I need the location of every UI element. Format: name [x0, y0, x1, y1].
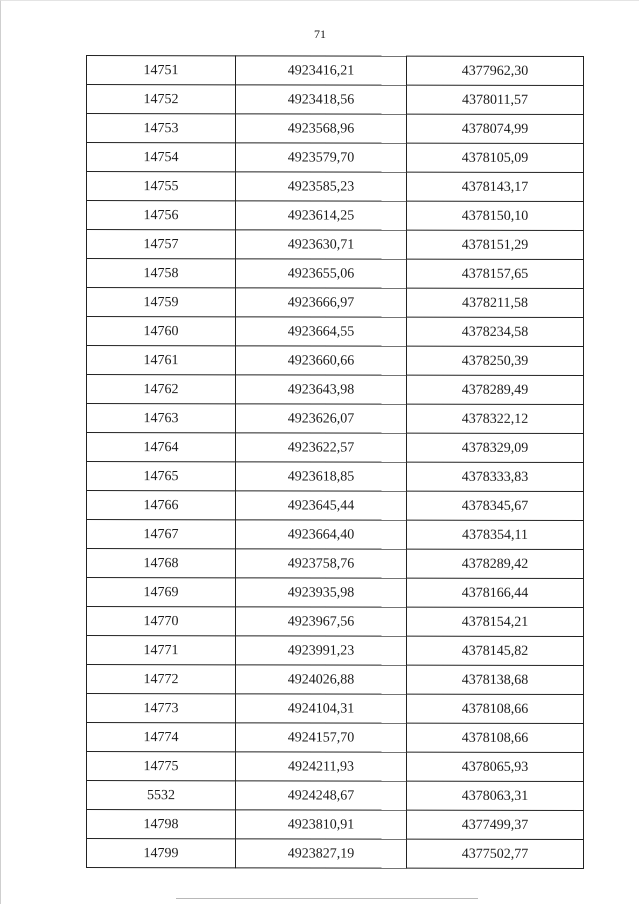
y-coordinate-cell: 4378074,99: [407, 114, 584, 143]
x-coordinate-cell: 4923664,40: [236, 520, 407, 549]
y-coordinate-cell: 4378143,17: [407, 172, 584, 201]
x-coordinate-cell: 4923655,06: [236, 259, 407, 288]
y-coordinate-cell: 4377962,30: [407, 56, 584, 85]
table-row: [87, 143, 584, 173]
point-number-cell: 14754: [87, 143, 236, 172]
x-coordinate-cell: 4923664,55: [236, 317, 407, 346]
x-coordinate-cell: 4923827,19: [236, 839, 407, 868]
y-coordinate-cell: 4378108,66: [407, 723, 584, 752]
table-row: [87, 665, 584, 695]
y-coordinate-cell: 4378329,09: [407, 433, 584, 462]
point-number-cell: 14757: [87, 230, 236, 259]
point-number-cell: 14773: [87, 694, 236, 723]
table-row: [87, 810, 584, 840]
y-coordinate-cell: 4378150,10: [407, 201, 584, 230]
x-coordinate-cell: 4923991,23: [236, 636, 407, 665]
point-number-cell: 14771: [87, 636, 236, 665]
x-coordinate-cell: 4924026,88: [236, 665, 407, 694]
point-number-cell: 14769: [87, 578, 236, 607]
x-coordinate-cell: 4923418,56: [236, 85, 407, 114]
point-number-cell: 14762: [87, 375, 236, 404]
table-row: [87, 520, 584, 550]
table-row: [87, 201, 584, 231]
y-coordinate-cell: 4378322,12: [407, 404, 584, 433]
table-row: [87, 462, 584, 492]
x-coordinate-cell: 4923660,66: [236, 346, 407, 375]
x-coordinate-cell: 4923630,71: [236, 230, 407, 259]
x-coordinate-cell: 4923416,21: [236, 56, 407, 85]
table-row: [87, 172, 584, 202]
point-number-cell: 14756: [87, 201, 236, 230]
x-coordinate-cell: 4923643,98: [236, 375, 407, 404]
y-coordinate-cell: 4378250,39: [407, 346, 584, 375]
point-number-cell: 14798: [87, 810, 236, 839]
y-coordinate-cell: 4378105,09: [407, 143, 584, 172]
x-coordinate-cell: 4923585,23: [236, 172, 407, 201]
x-coordinate-cell: 4923645,44: [236, 491, 407, 520]
x-coordinate-cell: 4923622,57: [236, 433, 407, 462]
table-row: [87, 346, 584, 376]
point-number-cell: 14775: [87, 752, 236, 781]
x-coordinate-cell: 4924211,93: [236, 752, 407, 781]
x-coordinate-cell: 4923614,25: [236, 201, 407, 230]
x-coordinate-cell: 4924248,67: [236, 781, 407, 810]
point-number-cell: 5532: [87, 781, 236, 810]
point-number-cell: 14772: [87, 665, 236, 694]
point-number-cell: 14763: [87, 404, 236, 433]
table-row: [87, 549, 584, 579]
table-row: [87, 114, 584, 144]
x-coordinate-cell: 4923626,07: [236, 404, 407, 433]
y-coordinate-cell: 4378011,57: [407, 85, 584, 114]
coordinates-table-body: [87, 56, 584, 869]
table-row: [87, 491, 584, 521]
x-coordinate-cell: 4923810,91: [236, 810, 407, 839]
point-number-cell: 14770: [87, 607, 236, 636]
y-coordinate-cell: 4378211,58: [407, 288, 584, 317]
point-number-cell: 14758: [87, 259, 236, 288]
table-row: [87, 694, 584, 724]
x-coordinate-cell: 4923579,70: [236, 143, 407, 172]
y-coordinate-cell: 4378289,42: [407, 549, 584, 578]
table-row: [87, 259, 584, 289]
table-row: [87, 636, 584, 666]
y-coordinate-cell: 4378157,65: [407, 259, 584, 288]
point-number-cell: 14751: [87, 56, 236, 85]
y-coordinate-cell: 4378333,83: [407, 462, 584, 491]
y-coordinate-cell: 4377499,37: [407, 810, 584, 839]
point-number-cell: 14767: [87, 520, 236, 549]
y-coordinate-cell: 4378354,11: [407, 520, 584, 549]
x-coordinate-cell: 4923568,96: [236, 114, 407, 143]
point-number-cell: 14760: [87, 317, 236, 346]
point-number-cell: 14766: [87, 491, 236, 520]
y-coordinate-cell: 4378345,67: [407, 491, 584, 520]
x-coordinate-cell: 4923666,97: [236, 288, 407, 317]
y-coordinate-cell: 4378145,82: [407, 636, 584, 665]
bottom-rule: [176, 898, 478, 899]
y-coordinate-cell: 4378065,93: [407, 752, 584, 781]
y-coordinate-cell: 4378166,44: [407, 578, 584, 607]
table-row: [87, 781, 584, 811]
y-coordinate-cell: 4378289,49: [407, 375, 584, 404]
point-number-cell: 14752: [87, 85, 236, 114]
y-coordinate-cell: 4378234,58: [407, 317, 584, 346]
point-number-cell: 14765: [87, 462, 236, 491]
x-coordinate-cell: 4923618,85: [236, 462, 407, 491]
y-coordinate-cell: 4378108,66: [407, 694, 584, 723]
point-number-cell: 14764: [87, 433, 236, 462]
table-row: [87, 607, 584, 637]
point-number-cell: 14755: [87, 172, 236, 201]
y-coordinate-cell: 4378063,31: [407, 781, 584, 810]
table-row: [87, 85, 584, 115]
point-number-cell: 14799: [87, 839, 236, 868]
point-number-cell: 14768: [87, 549, 236, 578]
table-row: [87, 230, 584, 260]
point-number-cell: 14761: [87, 346, 236, 375]
y-coordinate-cell: 4377502,77: [407, 839, 584, 868]
page-number: 71: [314, 27, 326, 41]
table-row: [87, 375, 584, 405]
coordinates-table: [86, 55, 584, 869]
point-number-cell: 14753: [87, 114, 236, 143]
point-number-cell: 14759: [87, 288, 236, 317]
table-row: [87, 433, 584, 463]
point-number-cell: 14774: [87, 723, 236, 752]
x-coordinate-cell: 4924157,70: [236, 723, 407, 752]
table-row: [87, 56, 584, 86]
table-row: [87, 578, 584, 608]
x-coordinate-cell: 4924104,31: [236, 694, 407, 723]
x-coordinate-cell: 4923935,98: [236, 578, 407, 607]
table-row: [87, 404, 584, 434]
x-coordinate-cell: 4923758,76: [236, 549, 407, 578]
y-coordinate-cell: 4378151,29: [407, 230, 584, 259]
table-row: [87, 288, 584, 318]
table-row: [87, 723, 584, 753]
table-row: [87, 752, 584, 782]
table-row: [87, 839, 584, 869]
x-coordinate-cell: 4923967,56: [236, 607, 407, 636]
y-coordinate-cell: 4378138,68: [407, 665, 584, 694]
y-coordinate-cell: 4378154,21: [407, 607, 584, 636]
table-row: [87, 317, 584, 347]
